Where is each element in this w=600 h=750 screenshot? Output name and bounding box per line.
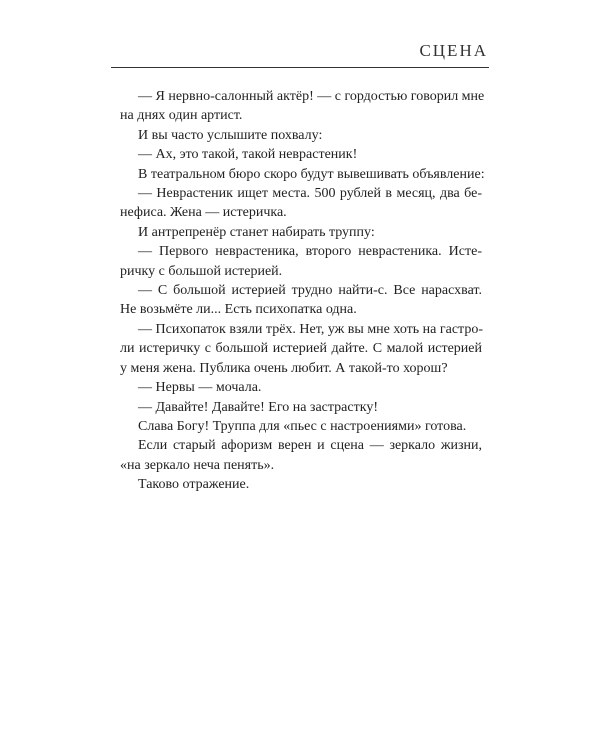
page-body-text (120, 87, 485, 495)
text-line: — Давайте! Давайте! Его на застрастку! (138, 399, 378, 415)
text-line: — Нервы — мочала. (138, 380, 262, 396)
text-line: Не возьмёте ли... Есть психопатка одна. (120, 302, 357, 318)
text-line: И антрепренёр станет набирать труппу: (138, 224, 375, 240)
text-line: — Первого неврастеника, второго неврастеника. Исте- (138, 244, 482, 260)
text-line: В театральном бюро скоро будут вывешивать объявление: (138, 166, 485, 182)
header-rule (111, 67, 489, 68)
text-line: Если старый афоризм верен и сцена — зеркало жизни, (138, 438, 482, 454)
text-line: — Психопаток взяли трёх. Нет, уж вы мне хоть на гастро- (138, 321, 483, 337)
text-line: — С большой истерией трудно найти-с. Все нарасхват. (138, 283, 482, 299)
text-line: Таково отражение. (138, 477, 250, 493)
text-line: на днях один артист. (120, 108, 243, 124)
text-line: «на зеркало неча пенять». (120, 457, 275, 473)
text-line: ли истеричку с большой истерией дайте. С малой истерией (120, 341, 482, 357)
running-head-title: СЦЕНА (419, 41, 488, 60)
text-line: у меня жена. Публика очень любит. А такой-то хорош? (120, 360, 448, 376)
text-line: — Неврастеник ищет места. 500 рублей в месяц, два бе- (138, 186, 482, 202)
text-line: — Я нервно-салонный актёр! — с гордостью говорил мне (138, 89, 485, 104)
text-line: — Ах, это такой, такой неврастеник! (138, 147, 358, 163)
text-line: ричку с большой истерией. (120, 263, 283, 279)
text-line: Слава Богу! Труппа для «пьес с настроениями» готова. (138, 418, 467, 434)
text-line: нефиса. Жена — истеричка. (120, 205, 287, 221)
text-line: И вы часто услышите похвалу: (138, 127, 323, 143)
